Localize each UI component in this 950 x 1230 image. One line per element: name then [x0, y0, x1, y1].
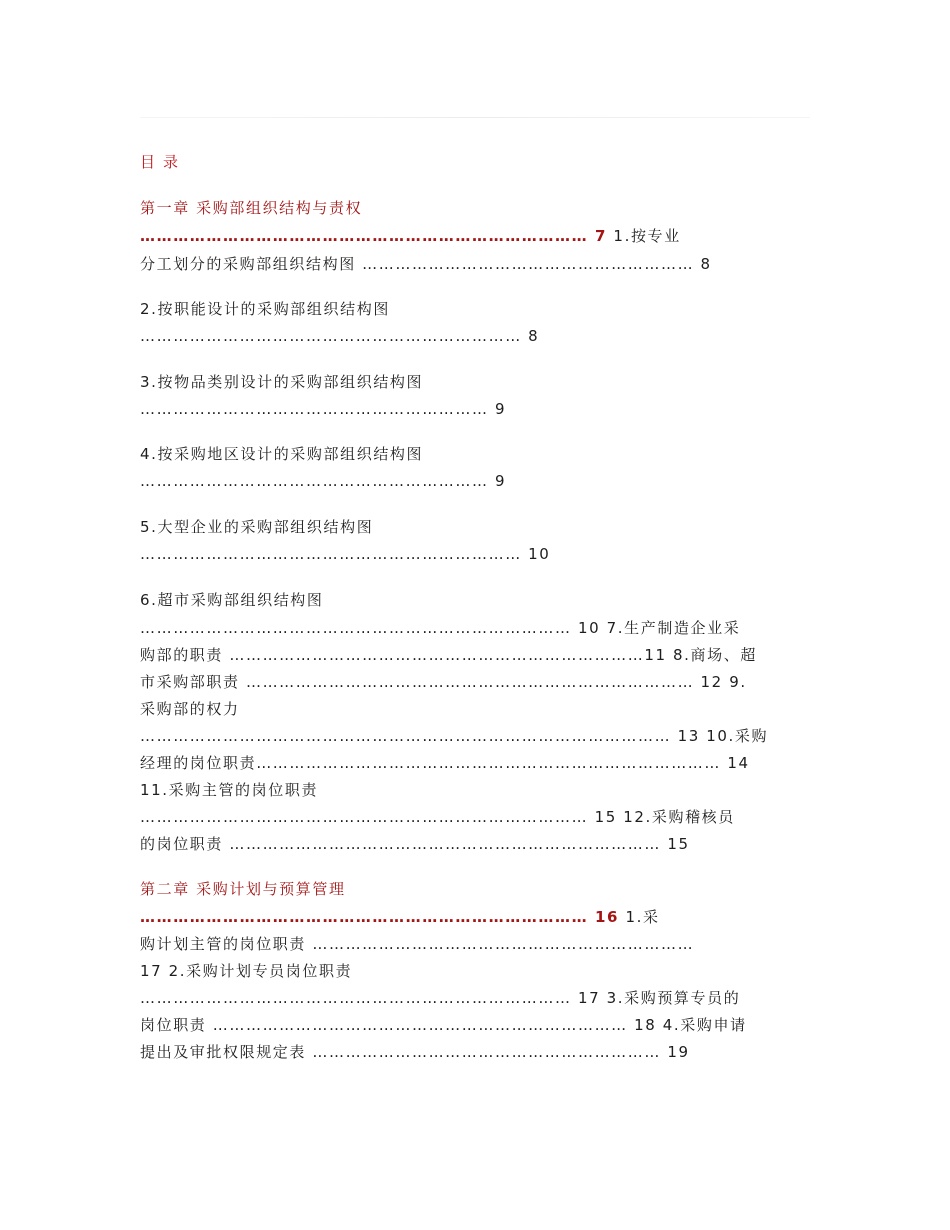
toc-entry[interactable]: 17 2.采购计划专员岗位职责 [140, 962, 353, 980]
toc-entry[interactable] [140, 226, 681, 246]
toc-entry[interactable]: 4.按采购地区设计的采购部组织结构图 [140, 445, 424, 463]
toc-entry[interactable]: 购部的职责 …………………………………………………………………11 8.商场、超 [140, 646, 757, 664]
toc-entry[interactable]: …………………………………………………………………………………… 13 10.采购 [140, 727, 769, 745]
toc-entry[interactable]: 采购部的权力 [140, 700, 240, 718]
toc-entry[interactable]: 2.按职能设计的采购部组织结构图 [140, 300, 390, 318]
header-rule [140, 117, 810, 118]
toc-entry[interactable]: 经理的岗位职责………………………………………………………………………… 14 [140, 754, 750, 772]
toc-leader[interactable]: …………………………………………………………… 8 [140, 327, 540, 345]
chapter-2-leader-page: ……………………………………………………………………… 16 [140, 908, 620, 926]
toc-entry[interactable]: 3.按物品类别设计的采购部组织结构图 [140, 373, 424, 391]
toc-entry[interactable]: 5.大型企业的采购部组织结构图 [140, 518, 374, 536]
toc-entry[interactable]: …………………………………………………………………… 10 7.生产制造企业采 [140, 619, 741, 637]
toc-entry[interactable]: 岗位职责 ………………………………………………………………… 18 4.采购申请 [140, 1016, 747, 1034]
toc-entry-text: 1.采 [619, 908, 660, 926]
toc-leader[interactable]: ……………………………………………………… 9 [140, 400, 507, 418]
toc-entry[interactable]: 分工划分的采购部组织结构图 …………………………………………………… 8 [140, 255, 712, 273]
toc-entry[interactable]: 6.超市采购部组织结构图 [140, 591, 324, 609]
toc-leader[interactable]: …………………………………………………………… 10 [140, 545, 551, 563]
toc-entry[interactable]: …………………………………………………………………… 17 3.采购预算专员的 [140, 989, 741, 1007]
toc-entry[interactable]: 11.采购主管的岗位职责 [140, 781, 319, 799]
toc-entry[interactable]: ……………………………………………………………………… 15 12.采购稽核员 [140, 808, 735, 826]
chapter-1-leader-page: ……………………………………………………………………… 7 [140, 227, 608, 245]
chapter-1-heading[interactable]: 第一章 采购部组织结构与责权 [140, 199, 363, 217]
toc-entry[interactable]: 的岗位职责 …………………………………………………………………… 15 [140, 835, 690, 853]
toc-entry[interactable] [140, 907, 660, 927]
toc-entry[interactable]: 提出及审批权限规定表 ……………………………………………………… 19 [140, 1043, 690, 1061]
toc-leader[interactable]: ……………………………………………………… 9 [140, 472, 507, 490]
toc-title: 目 录 [140, 153, 180, 171]
chapter-2-heading[interactable]: 第二章 采购计划与预算管理 [140, 880, 346, 898]
toc-entry[interactable]: 市采购部职责 ……………………………………………………………………… 12 9. [140, 673, 747, 691]
toc-entry-text: 1.按专业 [607, 227, 681, 245]
toc-entry[interactable]: 购计划主管的岗位职责 …………………………………………………………… [140, 935, 695, 953]
